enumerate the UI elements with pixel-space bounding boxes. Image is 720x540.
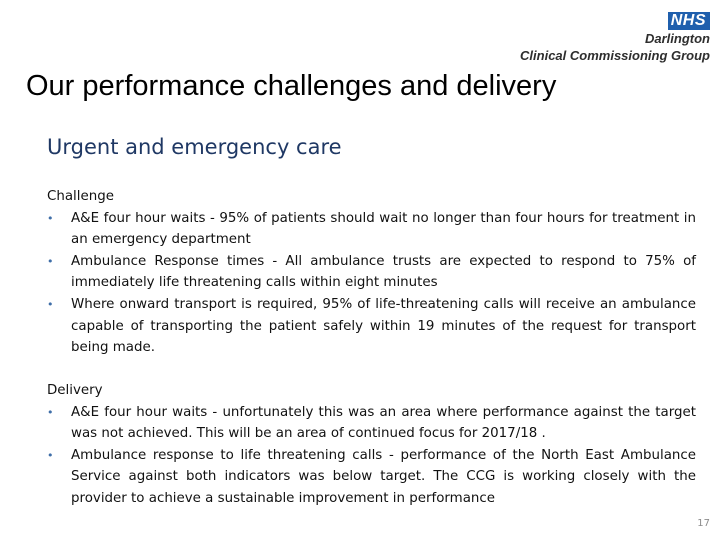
- list-item-text: A&E four hour waits - unfortunately this was an area where performance against the target was not achieved. This will be an area of continued focus for 2017/18 .: [71, 404, 696, 442]
- nhs-badge: NHS: [668, 12, 710, 30]
- list-item: [47, 251, 696, 294]
- logo-org-name: Darlington: [645, 31, 710, 46]
- section-subtitle: Urgent and emergency care: [47, 135, 342, 159]
- delivery-heading: Delivery: [47, 383, 103, 398]
- page-title: Our performance challenges and delivery: [26, 70, 557, 102]
- list-item-text: Ambulance Response times - All ambulance trusts are expected to respond to 75% of immediately life threatening calls within eight minutes: [71, 253, 696, 291]
- list-item: [47, 445, 696, 510]
- bullet-icon: •: [47, 297, 54, 311]
- list-item: [47, 294, 696, 359]
- logo-org-type: Clinical Commissioning Group: [520, 48, 710, 63]
- challenge-list: [47, 208, 696, 359]
- list-item-text: Ambulance response to life threatening calls - performance of the North East Ambulance Service against both indicators was below target. The CCG is working closely with the provider to achieve a sustainable improvement in performance: [71, 447, 696, 506]
- list-item-text: Where onward transport is required, 95% of life-threatening calls will receive an ambulance capable of transporting the patient safely within 19 minutes of the request for transport being made.: [71, 296, 696, 356]
- list-item-text: A&E four hour waits - 95% of patients should wait no longer than four hours for treatment in an emergency department: [71, 210, 696, 248]
- delivery-section: [47, 380, 696, 510]
- bullet-icon: •: [47, 405, 54, 419]
- page-number: 17: [697, 518, 710, 529]
- list-item: [47, 208, 696, 251]
- challenge-heading: Challenge: [47, 189, 114, 204]
- bullet-icon: •: [47, 448, 54, 462]
- delivery-list: [47, 402, 696, 510]
- nhs-logo: [510, 12, 710, 64]
- challenge-section: [47, 186, 696, 359]
- list-item: [47, 402, 696, 445]
- bullet-icon: •: [47, 211, 54, 225]
- bullet-icon: •: [47, 254, 54, 268]
